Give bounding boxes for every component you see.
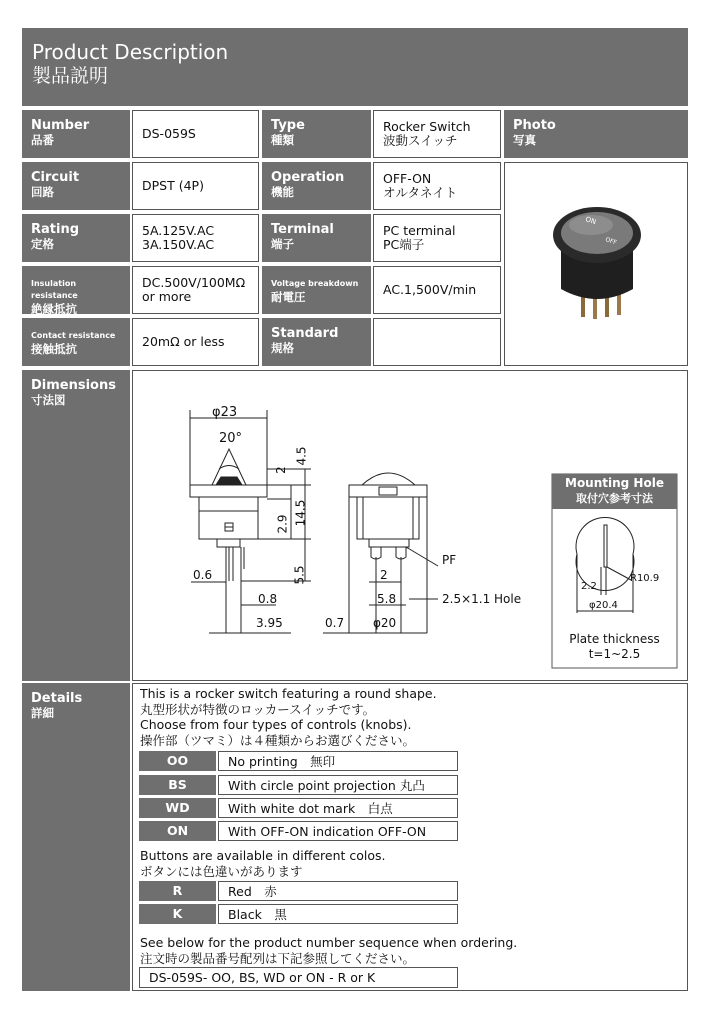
terminal-value: PC terminal PC端子 bbox=[373, 214, 501, 262]
circuit-label: Circuit 回路 bbox=[22, 162, 130, 210]
dim-d23: φ23 bbox=[212, 405, 238, 420]
dim-hole: 2.5×1.1 Hole bbox=[442, 592, 522, 606]
photo-on-text: ON bbox=[584, 215, 598, 227]
standard-label: Standard 規格 bbox=[262, 318, 371, 366]
color-code: K bbox=[139, 904, 216, 924]
photo-label: Photo 写真 bbox=[504, 110, 688, 158]
insulation-value: DC.500V/100MΩ or more bbox=[132, 266, 259, 314]
details-intro: This is a rocker switch featuring a round shape. 丸型形状が特徴のロッカースイッチです。 Choose from four types of controls (knobs). 操作部（ツマミ）は４種類からお選びください。 bbox=[140, 686, 437, 748]
color-code: R bbox=[139, 881, 216, 901]
mount-d20-4: φ20.4 bbox=[589, 600, 618, 611]
dim-4-5: 4.5 bbox=[294, 446, 309, 466]
operation-label: Operation 機能 bbox=[262, 162, 371, 210]
dim-angle: 20° bbox=[219, 431, 243, 446]
page-header bbox=[22, 28, 688, 106]
contact-label: Contact resistance 接触抵抗 bbox=[22, 318, 130, 366]
control-code: ON bbox=[139, 821, 216, 841]
dim-14-5: 14.5 bbox=[293, 499, 308, 527]
control-desc: With white dot mark 白点 bbox=[218, 798, 458, 818]
photo-off-text: OFF bbox=[604, 236, 618, 247]
control-desc: No printing 無印 bbox=[218, 751, 458, 771]
front-view bbox=[323, 473, 438, 633]
dim-w2: 2 bbox=[380, 568, 388, 582]
control-code: WD bbox=[139, 798, 216, 818]
voltage-value: AC.1,500V/min bbox=[373, 266, 501, 314]
insulation-label: Insulation resistance 絶縁抵抗 bbox=[22, 266, 130, 314]
rating-value: 5A.125V.AC 3A.150V.AC bbox=[132, 214, 259, 262]
dimensions-label: Dimensions 寸法図 bbox=[22, 370, 130, 681]
plate-thickness: Plate thickness t=1~2.5 bbox=[569, 632, 660, 661]
dim-5-8: 5.8 bbox=[377, 592, 397, 606]
control-code: BS bbox=[139, 775, 216, 795]
dim-2-9: 2.9 bbox=[275, 514, 290, 534]
rocker-switch-photo bbox=[505, 163, 687, 365]
color-desc: Black 黒 bbox=[218, 904, 458, 924]
voltage-label: Voltage breakdown 耐電圧 bbox=[262, 266, 371, 314]
page-title-jp: 製品説明 bbox=[32, 65, 109, 87]
contact-value: 20mΩ or less bbox=[132, 318, 259, 366]
type-label: Type 種類 bbox=[262, 110, 371, 158]
dim-pf: PF bbox=[442, 553, 457, 567]
mount-r10-9: R10.9 bbox=[630, 573, 660, 584]
dim-0-7: 0.7 bbox=[325, 616, 345, 630]
details-label: Details 詳細 bbox=[22, 683, 130, 991]
dim-0-6: 0.6 bbox=[193, 568, 213, 582]
standard-value bbox=[373, 318, 501, 366]
type-value: Rocker Switch 波動スイッチ bbox=[373, 110, 501, 158]
terminal-label: Terminal 端子 bbox=[262, 214, 371, 262]
dim-0-8: 0.8 bbox=[258, 592, 278, 606]
order-intro: See below for the product number sequence when ordering. 注文時の製品番号配列は下記参照してください。 bbox=[140, 935, 518, 966]
operation-value: OFF-ON オルタネイト bbox=[373, 162, 501, 210]
order-sequence: DS-059S- OO, BS, WD or ON - R or K bbox=[139, 967, 458, 988]
page-title: Product Description bbox=[32, 40, 229, 64]
rating-label: Rating 定格 bbox=[22, 214, 130, 262]
mount-2-2: 2.2 bbox=[581, 581, 597, 592]
dim-2: 2 bbox=[273, 466, 288, 474]
color-desc: Red 赤 bbox=[218, 881, 458, 901]
mounting-hole-title: Mounting Hole 取付穴参考寸法 bbox=[565, 476, 664, 505]
dim-5-5: 5.5 bbox=[292, 565, 307, 585]
circuit-value: DPST (4P) bbox=[132, 162, 259, 210]
control-code: OO bbox=[139, 751, 216, 771]
dimensions-drawing-area bbox=[132, 370, 688, 681]
dim-3-95: 3.95 bbox=[256, 616, 283, 630]
control-desc: With OFF-ON indication OFF-ON bbox=[218, 821, 458, 841]
control-desc: With circle point projection 丸凸 bbox=[218, 775, 458, 795]
number-label: Number 品番 bbox=[22, 110, 130, 158]
number-value: DS-059S bbox=[132, 110, 259, 158]
colors-intro: Buttons are available in different colos. ボタンには色違いがあります bbox=[140, 848, 386, 879]
photo-box bbox=[504, 162, 688, 366]
dim-d20: φ20 bbox=[373, 616, 397, 630]
details-content bbox=[132, 683, 688, 991]
